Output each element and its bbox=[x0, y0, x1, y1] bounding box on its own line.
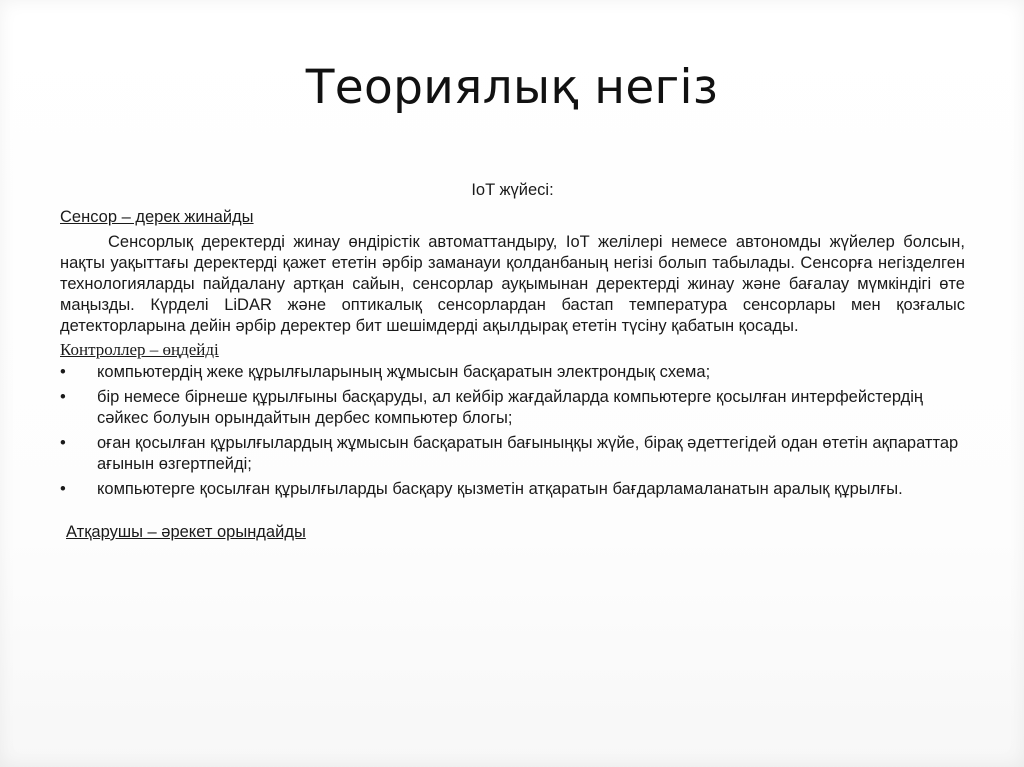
list-item-text: компьютерге қосылған құрылғыларды басқару қызметін атқаратын бағдарламаланатын аралық құрылғы. bbox=[97, 480, 903, 498]
bullet-icon: • bbox=[60, 388, 66, 406]
bullet-icon: • bbox=[60, 363, 66, 381]
list-item-text: оған қосылған құрылғылардың жұмысын басқаратын бағыныңқы жүйе, бірақ әдеттегідей одан өтетін ақпараттар ағынын өзгертпейді; bbox=[97, 434, 959, 473]
controller-list bbox=[60, 362, 965, 500]
slide-content bbox=[60, 180, 965, 543]
list-item bbox=[60, 362, 965, 383]
list-item-text: бір немесе бірнеше құрылғыны басқаруды, ал кейбір жағдайларда компьютерге қосылған интерфейстердің сәйкес болуын орындайтын дербес компьютер блогы; bbox=[97, 388, 924, 427]
actuator-heading: Атқарушы – әрекет орындайды bbox=[66, 523, 306, 541]
iot-system-label: IoT жүйесі: bbox=[471, 181, 554, 199]
controller-heading: Контроллер – өңдейді bbox=[60, 340, 219, 359]
slide-title: Теориялық негіз bbox=[305, 60, 719, 115]
list-item bbox=[60, 479, 965, 500]
list-item bbox=[60, 387, 965, 429]
list-item bbox=[60, 433, 965, 475]
list-item-text: компьютердің жеке құрылғыларының жұмысын басқаратын электрондық схема; bbox=[97, 363, 711, 381]
sensor-heading: Сенсор – дерек жинайды bbox=[60, 208, 254, 226]
sensor-paragraph: Сенсорлық деректерді жинау өндірістік автоматтандыру, IoT желілері немесе автономды жүйелер болсын, нақты уақыттағы деректерді қажет ететін әрбір заманауи қолданбаның негізі болып табылады. Сенсорға негізделген технологияларды пайдалану артқан сайын, сенсорлар ауқымынан деректерді жинау және бағалау мүмкіндігі өте маңызды. Күрделі LiDAR және оптикалық сенсорлардан бастап температура сенсорлары мен қозғалыс детекторларына дейін әрбір деректер бит шешімдерді ақылдырақ ететін түсіну қабатын қосады. bbox=[60, 233, 965, 335]
bullet-icon: • bbox=[60, 434, 66, 452]
bullet-icon: • bbox=[60, 480, 66, 498]
